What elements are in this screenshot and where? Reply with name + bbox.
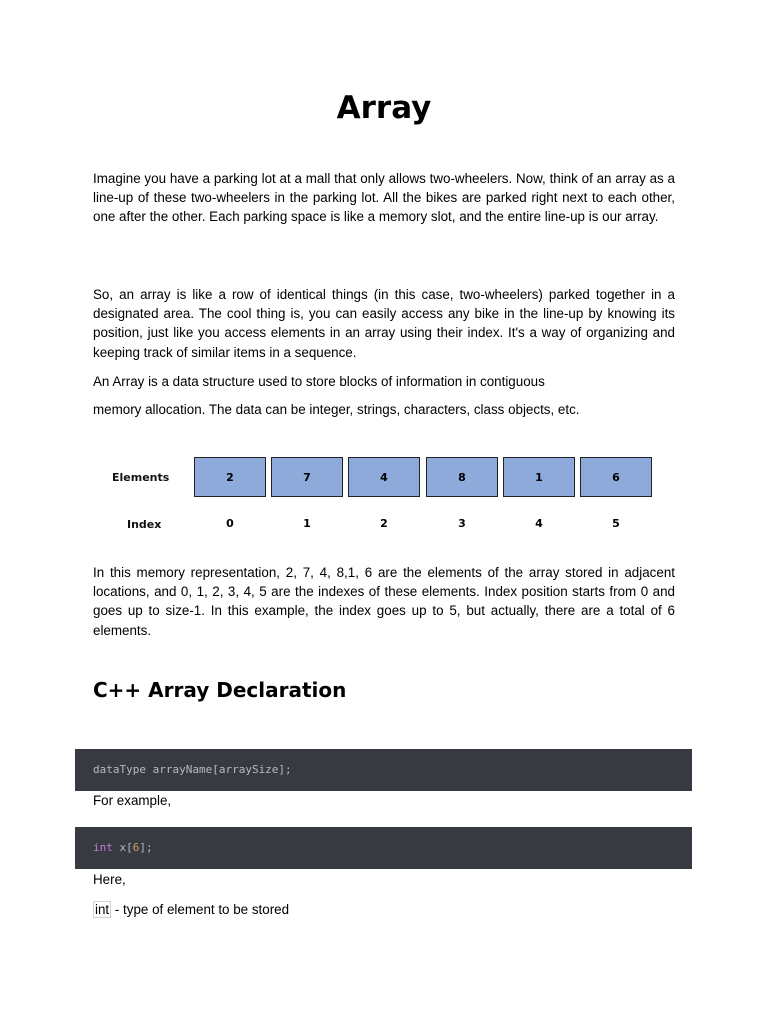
array-cell: 2: [194, 457, 266, 497]
memory-explanation-paragraph: In this memory representation, 2, 7, 4, 8,1, 6 are the elements of the array stored in adjacent locations, and 0, 1, 2, 3, 4, 5 are the indexes of these elements. Index position starts from 0 and goes up to size-1. In this example, the index goes up to 5, but actually, there are a total of 6 elements.: [93, 565, 675, 638]
definition-line-2: memory allocation. The data can be integer, strings, characters, class objects, etc.: [93, 402, 580, 417]
code-keyword: int: [93, 841, 113, 854]
code-punctuation: ];: [139, 841, 153, 854]
array-cell: 1: [503, 457, 575, 497]
array-index: 1: [303, 517, 311, 530]
code-identifier: x[: [112, 841, 133, 854]
inline-code-int: int: [95, 902, 110, 917]
definition-line-1: An Array is a data structure used to store blocks of information in contiguous: [93, 374, 545, 389]
array-cell: 6: [580, 457, 652, 497]
array-cell: 4: [348, 457, 420, 497]
section-heading: C++ Array Declaration: [93, 678, 347, 702]
array-cell: 8: [426, 457, 498, 497]
analogy-paragraph: So, an array is like a row of identical things (in this case, two-wheelers) parked together in a designated area. The cool thing is, you can easily access any bike in the line-up by knowing its position, just like you access elements in an array using their index. It's a way of organizing and keeping track of similar items in a sequence.: [93, 287, 675, 360]
syntax-code-text: dataType arrayName[arraySize];: [93, 763, 292, 776]
array-index: 2: [380, 517, 388, 530]
code-number: 6: [132, 841, 140, 854]
here-text: Here,: [93, 872, 126, 887]
type-explanation-text: - type of element to be stored: [111, 902, 290, 917]
array-index: 4: [535, 517, 543, 530]
type-explanation: [93, 900, 289, 919]
elements-row-label: Elements: [112, 471, 170, 484]
intro-paragraph: Imagine you have a parking lot at a mall that only allows two-wheelers. Now, think of an array as a line-up of these two-wheelers in the parking lot. All the bikes are parked right next to each other, one after the other. Each parking space is like a memory slot, and the entire line-up is our array.: [93, 171, 675, 225]
index-row-label: Index: [127, 518, 162, 531]
array-index: 5: [612, 517, 620, 530]
syntax-code-block: [75, 749, 692, 791]
page-title: Array: [336, 90, 432, 126]
array-index: 3: [458, 517, 466, 530]
example-code-block: [75, 827, 692, 869]
array-cell: 7: [271, 457, 343, 497]
array-index: 0: [226, 517, 234, 530]
for-example-text: For example,: [93, 793, 172, 808]
